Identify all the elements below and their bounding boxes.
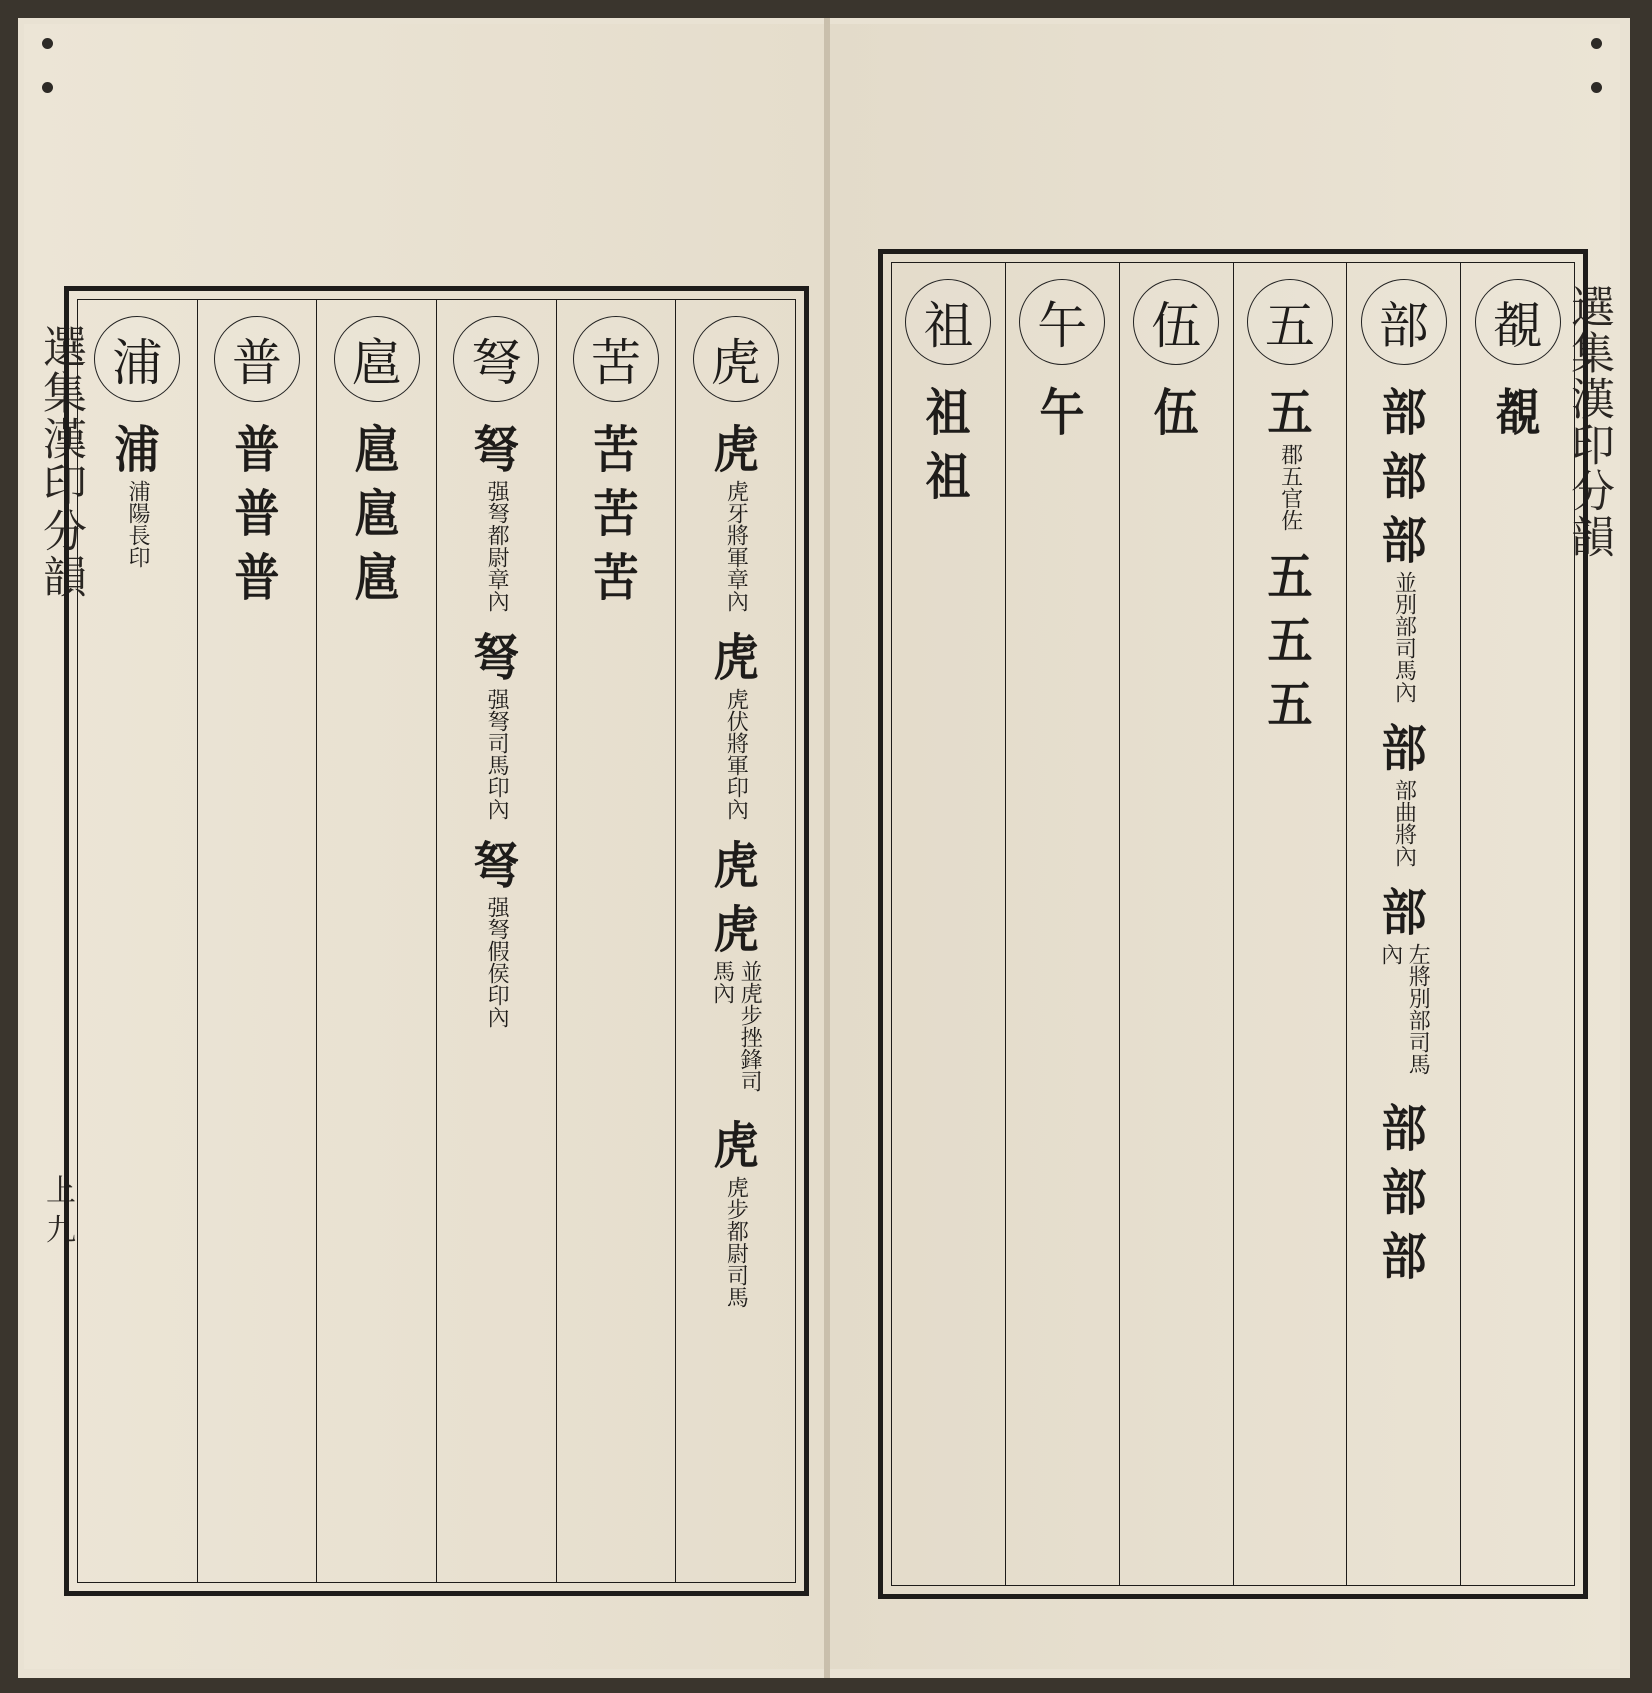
seal-glyph: 五 bbox=[1267, 547, 1313, 606]
seal-entry bbox=[1379, 721, 1429, 877]
seal-entry bbox=[711, 1118, 761, 1318]
binding-hole bbox=[1591, 38, 1602, 49]
seal-glyph: 扈 bbox=[354, 484, 400, 543]
head-character: 伍 bbox=[1133, 279, 1219, 365]
seal-glyph: 扈 bbox=[354, 548, 400, 607]
seal-entry bbox=[708, 902, 763, 1110]
seal-glyph: 五 bbox=[1267, 675, 1313, 734]
seal-entry-list bbox=[1151, 385, 1201, 449]
seal-entry bbox=[1379, 513, 1429, 713]
binding-hole bbox=[42, 38, 53, 49]
head-character: 浦 bbox=[94, 316, 180, 402]
seal-entry bbox=[1265, 677, 1315, 733]
seal-glyph: 部 bbox=[1381, 383, 1427, 442]
seal-glyph: 部 bbox=[1381, 511, 1427, 570]
seal-glyph: 虎 bbox=[713, 420, 759, 479]
head-character: 部 bbox=[1361, 279, 1447, 365]
character-column bbox=[892, 263, 1005, 1585]
head-character: 虎 bbox=[693, 316, 779, 402]
seal-glyph: 部 bbox=[1381, 447, 1427, 506]
seal-entry bbox=[1265, 549, 1315, 605]
character-column bbox=[1346, 263, 1460, 1585]
seal-entry bbox=[1379, 385, 1429, 441]
seal-glyph: 扈 bbox=[354, 420, 400, 479]
seal-glyph: 覩 bbox=[1495, 383, 1541, 442]
seal-entry-list bbox=[1265, 385, 1315, 741]
seal-entry-list bbox=[352, 422, 402, 614]
seal-entry-list bbox=[1493, 385, 1543, 449]
seal-entry bbox=[591, 422, 641, 478]
seal-source-note: 虎步都尉司馬 bbox=[723, 1176, 749, 1308]
seal-entry bbox=[232, 422, 282, 478]
seal-entry bbox=[112, 422, 162, 578]
seal-entry bbox=[1379, 1101, 1429, 1157]
seal-entry bbox=[1379, 449, 1429, 505]
seal-entry-list bbox=[591, 422, 641, 614]
seal-source-note: 强弩假侯印內 bbox=[484, 896, 510, 1028]
seal-glyph: 弩 bbox=[473, 836, 519, 895]
head-character: 普 bbox=[214, 316, 300, 402]
seal-entry bbox=[1379, 1229, 1429, 1285]
seal-entry-list bbox=[471, 422, 521, 1046]
seal-source-note: 虎牙將軍章內 bbox=[723, 480, 749, 612]
seal-entry bbox=[471, 422, 521, 622]
seal-entry-list bbox=[923, 385, 973, 513]
seal-glyph: 部 bbox=[1381, 883, 1427, 942]
seal-entry bbox=[591, 550, 641, 606]
binding-hole bbox=[1591, 82, 1602, 93]
seal-glyph: 伍 bbox=[1153, 383, 1199, 442]
seal-entry bbox=[1265, 385, 1315, 541]
seal-glyph: 午 bbox=[1039, 383, 1085, 442]
seal-entry bbox=[352, 486, 402, 542]
seal-entry bbox=[591, 486, 641, 542]
table-frame bbox=[64, 286, 809, 1596]
seal-entry bbox=[1037, 385, 1087, 441]
seal-glyph: 部 bbox=[1381, 1163, 1427, 1222]
character-column bbox=[675, 300, 795, 1582]
seal-entry bbox=[232, 550, 282, 606]
seal-entry-list bbox=[708, 422, 763, 1326]
seal-entry-list bbox=[112, 422, 162, 586]
head-character: 午 bbox=[1019, 279, 1105, 365]
right-page bbox=[830, 24, 1620, 1669]
seal-entry bbox=[711, 630, 761, 830]
seal-source-note: 浦陽長印 bbox=[125, 480, 151, 568]
character-column bbox=[556, 300, 676, 1582]
seal-glyph: 普 bbox=[234, 420, 280, 479]
seal-entry-list bbox=[1376, 385, 1431, 1293]
column-table bbox=[891, 262, 1575, 1586]
head-character: 五 bbox=[1247, 279, 1333, 365]
seal-glyph: 虎 bbox=[713, 628, 759, 687]
seal-entry bbox=[1493, 385, 1543, 441]
seal-glyph: 弩 bbox=[473, 628, 519, 687]
seal-source-note: 左將別部司馬內 bbox=[1377, 943, 1431, 1075]
seal-glyph: 虎 bbox=[713, 900, 759, 959]
seal-entry bbox=[471, 630, 521, 830]
seal-source-note: 郡五官佐 bbox=[1277, 443, 1303, 531]
head-character: 苦 bbox=[573, 316, 659, 402]
seal-entry bbox=[352, 422, 402, 478]
seal-entry bbox=[711, 422, 761, 622]
margin-title: 選集漢印分韻 bbox=[1563, 284, 1614, 560]
seal-source-note: 並虎步挫鋒司馬內 bbox=[709, 960, 763, 1092]
head-character: 扈 bbox=[334, 316, 420, 402]
seal-source-note: 强弩都尉章內 bbox=[484, 480, 510, 612]
margin-title: 選集漢印分韻 bbox=[35, 324, 86, 600]
seal-glyph: 部 bbox=[1381, 1099, 1427, 1158]
seal-entry bbox=[923, 449, 973, 505]
seal-source-note: 强弩司馬印內 bbox=[484, 688, 510, 820]
seal-glyph: 苦 bbox=[593, 420, 639, 479]
seal-glyph: 祖 bbox=[925, 383, 971, 442]
seal-glyph: 部 bbox=[1381, 719, 1427, 778]
seal-entry bbox=[923, 385, 973, 441]
table-frame bbox=[878, 249, 1588, 1599]
seal-entry bbox=[1151, 385, 1201, 441]
seal-entry bbox=[352, 550, 402, 606]
character-column bbox=[1460, 263, 1574, 1585]
open-book bbox=[18, 18, 1630, 1678]
seal-entry-list bbox=[1037, 385, 1087, 449]
seal-glyph: 普 bbox=[234, 484, 280, 543]
seal-glyph: 苦 bbox=[593, 548, 639, 607]
seal-entry-list bbox=[232, 422, 282, 614]
seal-glyph: 部 bbox=[1381, 1227, 1427, 1286]
folio-number: 上 九 bbox=[40, 1174, 75, 1244]
head-character: 祖 bbox=[905, 279, 991, 365]
seal-entry bbox=[471, 838, 521, 1038]
seal-source-note: 並別部司馬內 bbox=[1391, 571, 1417, 703]
binding-hole bbox=[42, 82, 53, 93]
column-table bbox=[77, 299, 796, 1583]
left-page bbox=[24, 24, 824, 1669]
seal-glyph: 弩 bbox=[473, 420, 519, 479]
character-column bbox=[1233, 263, 1347, 1585]
seal-source-note: 部曲將內 bbox=[1391, 779, 1417, 867]
seal-glyph: 五 bbox=[1267, 383, 1313, 442]
seal-glyph: 虎 bbox=[713, 1116, 759, 1175]
seal-glyph: 五 bbox=[1267, 611, 1313, 670]
head-character: 弩 bbox=[453, 316, 539, 402]
seal-entry bbox=[1265, 613, 1315, 669]
seal-entry bbox=[1379, 1165, 1429, 1221]
character-column bbox=[436, 300, 556, 1582]
character-column bbox=[78, 300, 197, 1582]
seal-glyph: 苦 bbox=[593, 484, 639, 543]
seal-entry bbox=[711, 838, 761, 894]
character-column bbox=[1005, 263, 1119, 1585]
seal-glyph: 虎 bbox=[713, 836, 759, 895]
head-character: 覩 bbox=[1475, 279, 1561, 365]
character-column bbox=[1119, 263, 1233, 1585]
character-column bbox=[316, 300, 436, 1582]
seal-glyph: 祖 bbox=[925, 447, 971, 506]
seal-source-note: 虎伏將軍印內 bbox=[723, 688, 749, 820]
seal-entry bbox=[1376, 885, 1431, 1093]
seal-glyph: 普 bbox=[234, 548, 280, 607]
character-column bbox=[197, 300, 317, 1582]
seal-glyph: 浦 bbox=[114, 420, 160, 479]
seal-entry bbox=[232, 486, 282, 542]
